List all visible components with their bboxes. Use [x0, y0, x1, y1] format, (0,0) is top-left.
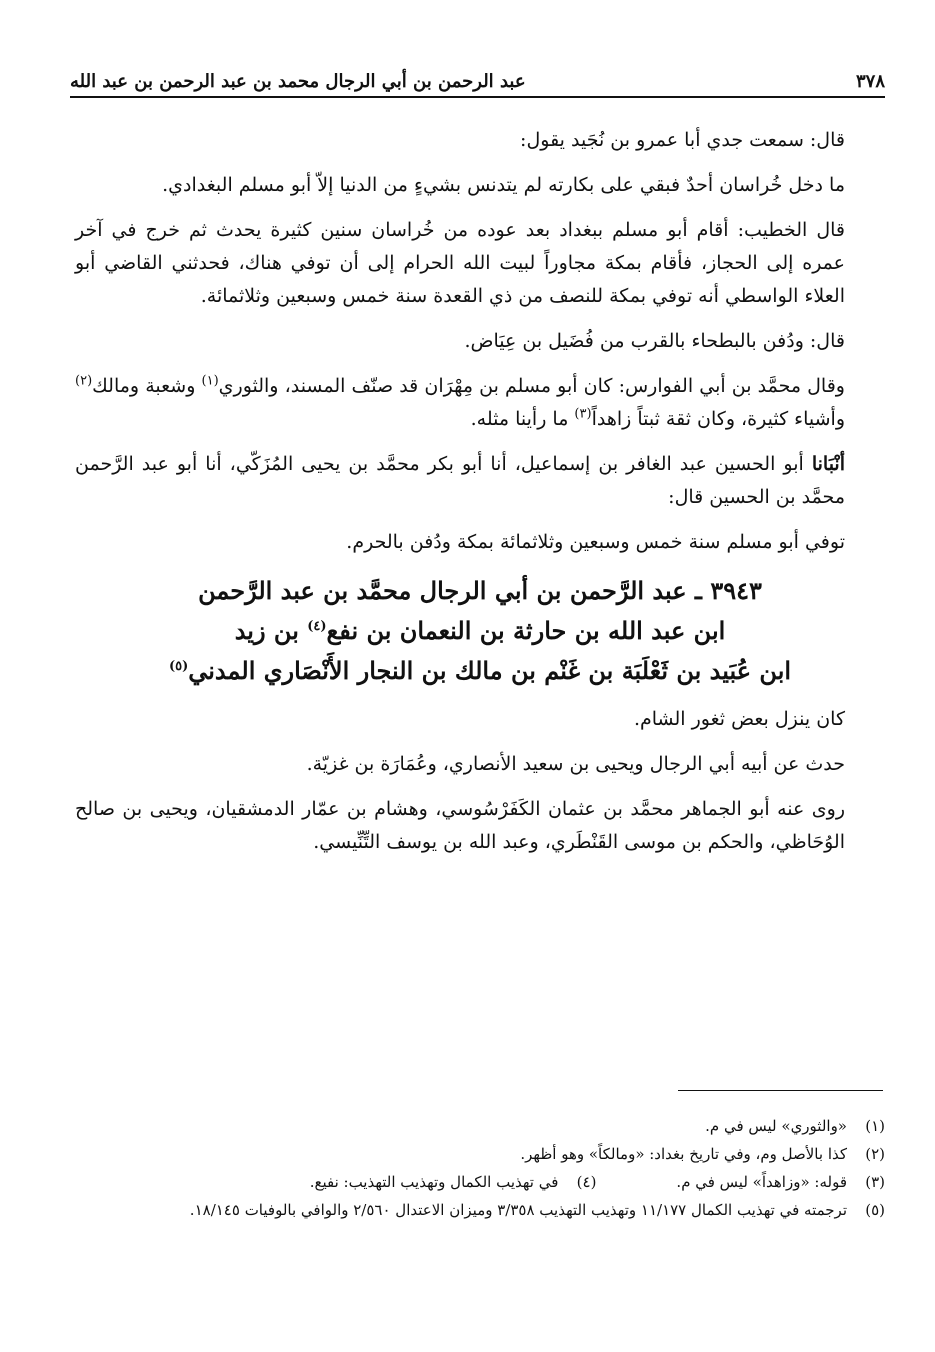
heading-line [75, 651, 885, 691]
footnotes [75, 1112, 885, 1224]
paragraph: روى عنه أبو الجماهر محمَّد بن عثمان الكَفَرْسُوسي، وهشام بن عمّار الدمشقيان، ويحيى بن صالح الوُحَاظي، والحكم بن موسى القَنْطَري، وعبد الله بن يوسف التِّنِّيسي. [75, 798, 845, 853]
paragraph-text: ما رأينا مثله. [470, 408, 575, 430]
footnote-number: (١) [865, 1117, 885, 1135]
footnote-text: ترجمته في تهذيب الكمال ١١/١٧٧ وتهذيب التهذيب ٣/٣٥٨ وميزان الاعتدال ٢/٥٦٠ والوافي بالوفيات ١٨/١٤٥. [189, 1201, 847, 1219]
heading-text: ابن عبد الله بن حارثة بن النعمان بن نفع [326, 616, 726, 645]
footnote [310, 1168, 597, 1196]
footnote-ref: (٥) [168, 659, 189, 674]
paragraph-text: وقال محمَّد بن أبي الفوارس: كان أبو مسلم بن مِهْرَان قد صنّف المسند، والثوري [218, 375, 845, 397]
paragraph: قال الخطيب: أقام أبو مسلم ببغداد بعد عوده من خُراسان سنين كثيرة يحدث ثم خرج في آخر عمره إلى الحجاز، فأقام بمكة مجاوراً لبيت الله الحرام إلى أن توفي هناك، فحدثني القاضي أبو العلاء الواسطي أنه توفي بمكة للنصف من ذي القعدة سنة خمس وسبعين وثلاثمائة. [75, 219, 845, 307]
footnote-ref: (١) [201, 373, 219, 389]
footnote-ref: (٢) [75, 373, 93, 389]
heading-text: ابن عُبَيد بن ثَعْلَبَة بن غَنْم بن مالك بن النجار الأَنْصَاري المدني [188, 656, 792, 685]
footnote-text: «والثوري» ليس في م. [705, 1117, 847, 1135]
main-text [75, 124, 885, 871]
footnote-ref: (٣) [574, 406, 592, 422]
footnote-number: (٢) [865, 1145, 885, 1163]
footnote-text: قوله: «وزاهداً» ليس في م. [676, 1173, 847, 1191]
footnote-rule [678, 1090, 883, 1091]
footnote [75, 1196, 885, 1224]
page-header [70, 58, 885, 92]
paragraph: حدث عن أبيه أبي الرجال ويحيى بن سعيد الأنصاري، وعُمَارَة بن غزيّة. [306, 753, 845, 775]
paragraph: قال: ودُفن بالبطحاء بالقرب من فُضَيل بن عِيَاض. [464, 330, 845, 352]
paragraph-text: أبو الحسين عبد الغافر بن إسماعيل، أنا أبو بكر محمَّد بن يحيى المُزَكّي، أنا أبو عبد الرَّحمن محمَّد بن الحسين قال: [75, 453, 845, 508]
heading-text: بن زيد [234, 616, 308, 645]
running-title: عبد الرحمن بن أبي الرجال محمد بن عبد الرحمن بن عبد الله [70, 71, 526, 92]
paragraph: ما دخل خُراسان أحدٌ فبقي على بكارته لم يتدنس بشيءٍ من الدنيا إلاّ أبو مسلم البغدادي. [162, 174, 845, 196]
footnote-number: (٤) [576, 1173, 597, 1191]
footnote [75, 1140, 885, 1168]
heading-line [75, 611, 885, 651]
heading-line: ٣٩٤٣ ـ عبد الرَّحمن بن أبي الرجال محمَّد بن عبد الرَّحمن [198, 576, 762, 605]
footnote-text: في تهذيب الكمال وتهذيب التهذيب: نفيع. [309, 1173, 559, 1191]
footnote [75, 1112, 885, 1140]
header-rule [70, 96, 885, 98]
paragraph: كان ينزل بعض ثغور الشام. [633, 708, 845, 730]
biography-heading [75, 571, 885, 691]
paragraph: قال: سمعت جدي أبا عمرو بن نُجَيد يقول: [520, 129, 845, 151]
footnote-number: (٣) [865, 1173, 885, 1191]
footnote-number: (٥) [865, 1201, 885, 1219]
footnote [676, 1168, 885, 1196]
paragraph-text: وشعبة ومالك [92, 375, 202, 397]
footnote-ref: (٤) [307, 619, 327, 634]
paragraph [75, 370, 885, 436]
paragraph-text: وأشياء كثيرة، وكان ثقة ثبتاً زاهداً [591, 408, 845, 430]
paragraph [75, 448, 885, 514]
isnad-lead: أنْبَانا [811, 453, 845, 475]
footnote-pair [75, 1168, 885, 1196]
paragraph: توفي أبو مسلم سنة خمس وسبعين وثلاثمائة بمكة ودُفن بالحرم. [346, 531, 845, 553]
footnote-text: كذا بالأصل وم، وفي تاريخ بغداد: «ومالكاً» وهو أظهر. [520, 1145, 847, 1163]
page-number: ٣٧٨ [855, 71, 885, 92]
